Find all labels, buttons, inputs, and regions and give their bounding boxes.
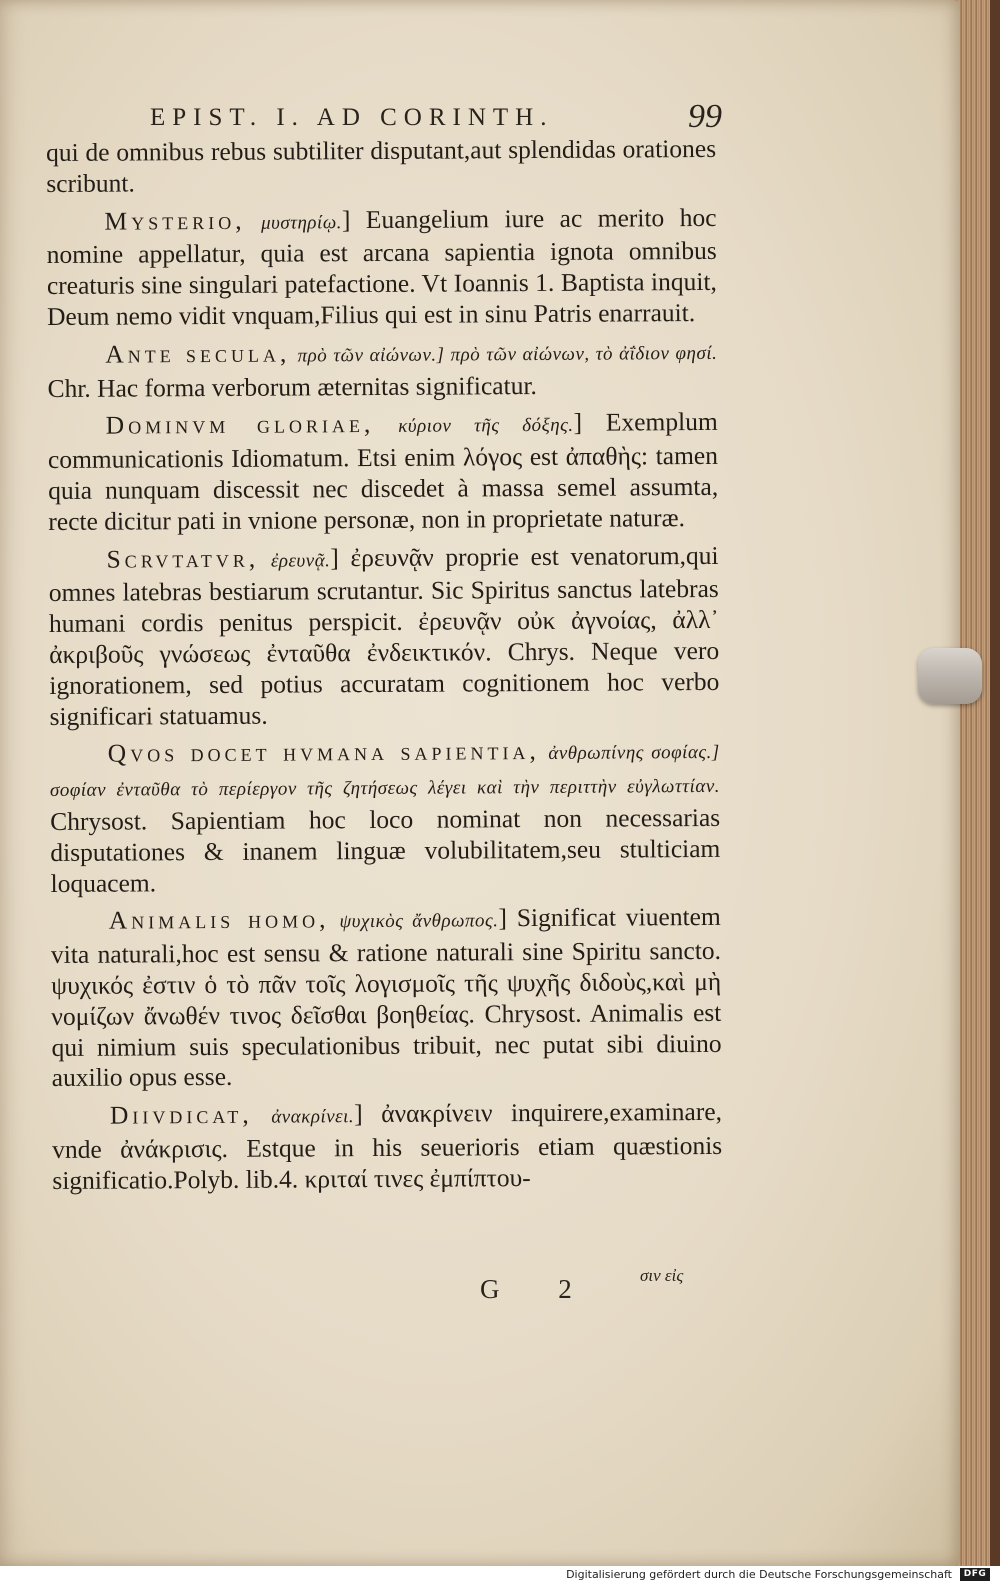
greek-gloss: μυστηρίῳ.: [260, 211, 343, 234]
greek-gloss: ψυχικὸς ἄνθρωπος.: [339, 910, 499, 933]
paragraph-text: qui de omnibus rebus subtiliter disputant,aut splendidas orationes scribunt.: [46, 133, 717, 198]
paragraph: [46, 134, 716, 200]
lemma: Diivdicat,: [109, 1099, 253, 1130]
lemma: Dominvm gloriae,: [105, 409, 375, 441]
catchword: σιν εἰς: [640, 1266, 684, 1285]
paragraph: [52, 1097, 723, 1196]
paragraph: [51, 902, 722, 1094]
greek-gloss: ἀνθρωπίνης σοφίας.] σοφίαν ἐνταῦθα τὸ περίεργον τῆς ζητήσεως λέγει καὶ τὴν περιττὴν εὐγλωττίαν.: [49, 742, 721, 802]
dfg-logo: DFG: [960, 1568, 990, 1581]
main-text: [46, 134, 722, 1204]
paragraph-text: Chr. Hac forma verborum æternitas significatur.: [47, 370, 537, 403]
page-clip: [918, 648, 982, 704]
paragraph: [48, 540, 719, 732]
lemma: Qvos docet hvmana sapientia,: [107, 736, 540, 768]
paragraph-text: Chrysost. Sapientiam hoc loco nominat non necessarias disputationes & inanem linguæ volubilitatem,seu stulticiam loquacem.: [50, 802, 721, 898]
funding-note: Digitalisierung gefördert durch die Deutsche Forschungsgemeinschaft: [566, 1568, 952, 1581]
lemma: Mysterio,: [104, 205, 246, 236]
running-head: EPIST. I. AD CORINTH.: [150, 104, 554, 131]
paragraph-text: ] ἐρευνᾷν proprie est venatorum,qui omnes latebras bestiarum scrutantur. Sic Spiritus sanctus latebras humani cordis penitus perspicit. ἐρευνᾷν οὐκ ἀγνοίας, ἀλλ᾽ ἀκριβοῦς γνώσεως ἐνταῦθα ἐνδεικτικόν. Chrys. Neque vero ignorationem, sed potius accuratam cognitionem hoc verbo significari statuamus.: [48, 540, 720, 731]
greek-gloss: πρὸ τῶν αἰώνων.] πρὸ τῶν αἰώνων, τὸ ἀΐδιον φησί.: [297, 342, 718, 367]
paragraph: [47, 336, 717, 405]
lemma: Animalis homo,: [108, 904, 330, 935]
greek-gloss: ἀνακρίνει.: [271, 1106, 355, 1128]
page-header: [150, 98, 722, 135]
lemma: Scrvtatvr,: [106, 543, 260, 574]
paragraph-text: ] Euangelium iure ac merito hoc nomine appellatur, quia est arcana sapientia ignota omnibus creaturis sine singulari patefactione. Vt Ioannis 1. Baptista inquit, Deum nemo vidit vnquam,Filius qui est in sinu Patris enarrauit.: [46, 202, 717, 331]
paragraph: [46, 202, 717, 332]
greek-gloss: κύριον τῆς δόξης.: [398, 415, 574, 438]
page-number: 99: [688, 98, 722, 135]
paragraph: [50, 735, 721, 899]
greek-gloss: ἐρευνᾷ.: [270, 549, 331, 572]
lemma: Ante secula,: [105, 338, 291, 369]
signature-mark: G 2: [480, 1274, 598, 1304]
paragraph-text: ] Exemplum communicationis Idiomatum. Etsi enim λόγος est ἀπαθὴς: tamen quia nunquam discessit nec discedet à massa semel assumta, recte dicitur pati in vnione personæ, non in proprietate naturæ.: [47, 407, 719, 536]
funding-footer: [0, 1566, 1000, 1584]
paragraph-text: ] Significat viuentem vita naturali,hoc est sensu & ratione naturali sine Spiritu sancto. ψυχικός ἐστιν ὁ τὸ πᾶν τοῖς λογισμοῖς τῆς ψυχῆς διδοὺς,καὶ μὴ νομίζων ἄνωθέν τινος δεῖσθαι βοηθείας. Chrysost. Animalis est qui nimium suis speculationibus tribuit, nec putat sibi diuino auxilio opus esse.: [50, 902, 722, 1093]
paragraph: [48, 407, 719, 537]
paragraph-text: ] ἀνακρίνειν inquirere,examinare, vnde ἀνάκρισις. Estque in his seuerioris etiam quæstionis significatio.Polyb. lib.4. κριταί τινες ἐμπίπτου-: [52, 1096, 723, 1195]
